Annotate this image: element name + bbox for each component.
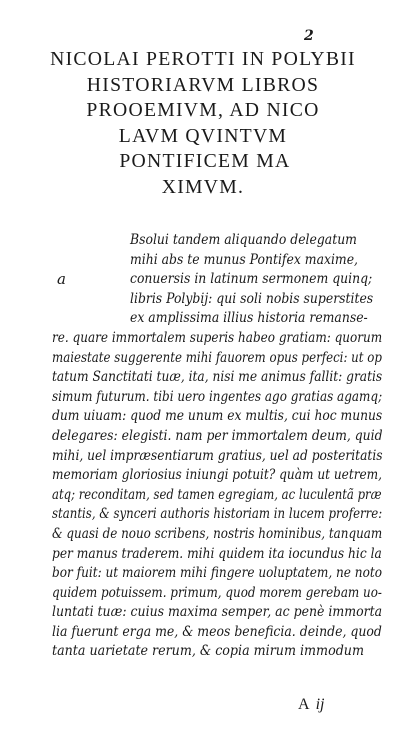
body-line: ex amplissima illius historia remanse- (130, 310, 368, 327)
signature-mark (298, 696, 324, 714)
body-line: delegares: elegisti. nam per immortalem deum, quid (52, 427, 383, 444)
body-line: memoriam gloriosius iniungi potuit? quàm ut uetrem, (52, 467, 383, 484)
body-line: mihi abs te munus Pontifex maxime, (130, 251, 358, 268)
body-line: per manus traderem. mihi quidem ita iocundus hic la (52, 545, 382, 562)
heading-line: XIMVM. (161, 175, 245, 198)
body-line: dum uiuam: quod me unum ex multis, cui hoc munus (52, 408, 383, 425)
heading-line: PONTIFICEM MA (119, 150, 291, 172)
body-line: lia fuerunt erga me, & meos beneficia. deinde, quod (52, 623, 382, 640)
body-line: tatum Sanctitati tuæ, ita, nisi me animus fallit: gratis (52, 369, 383, 386)
body-line: atq; reconditam, sed tamen egregiam, ac luculentã præ (52, 486, 382, 503)
body-line: simum futurum. tibi uero ingentes ago gratias agamq; (52, 388, 383, 405)
body-line: maiestate suggerente mihi fauorem opus perfeci: ut op (52, 349, 382, 366)
heading-line: LAVM QVINTVM (118, 124, 288, 147)
heading-line: NICOLAI PEROTTI IN POLYBII (50, 48, 356, 70)
body-line: & quasi de nouo scribens, nostris hominibus, tanquam (52, 525, 383, 542)
signature-letter: A (298, 696, 316, 713)
heading-line: HISTORIARVM LIBROS (86, 73, 320, 96)
margin-letter: a (57, 270, 66, 288)
body-line: stantis, & synceri authoris historiam in lucem proferre: (52, 506, 383, 523)
body-line: quidem potuissem. primum, quod morem gerebam uo- (52, 584, 382, 601)
body-line: tanta uarietate rerum, & copia mirum immodum (52, 643, 364, 660)
signature-number: ij (315, 696, 325, 713)
body-line: Bsolui tandem aliquando delegatum (130, 232, 357, 248)
page-number: 2 (304, 28, 314, 44)
body-line: luntati tuæ: cuius maxima semper, ac penè immorta (52, 604, 383, 621)
body-text (0, 231, 406, 662)
body-line: bor fuit: ut maiorem mihi fingere uoluptatem, ne noto (52, 565, 382, 582)
body-line: libris Polybij: qui soli nobis superstites (130, 290, 374, 307)
body-line: conuersis in latinum sermonem quinq; (130, 271, 373, 288)
body-line: mihi, uel impræsentiarum gratius, uel ad posteritatis (52, 447, 383, 464)
body-line: re. quare immortalem superis habeo gratiam: quorum (52, 329, 383, 346)
title-heading (0, 47, 406, 200)
heading-line: PROOEMIVM, AD NICO (86, 99, 320, 121)
